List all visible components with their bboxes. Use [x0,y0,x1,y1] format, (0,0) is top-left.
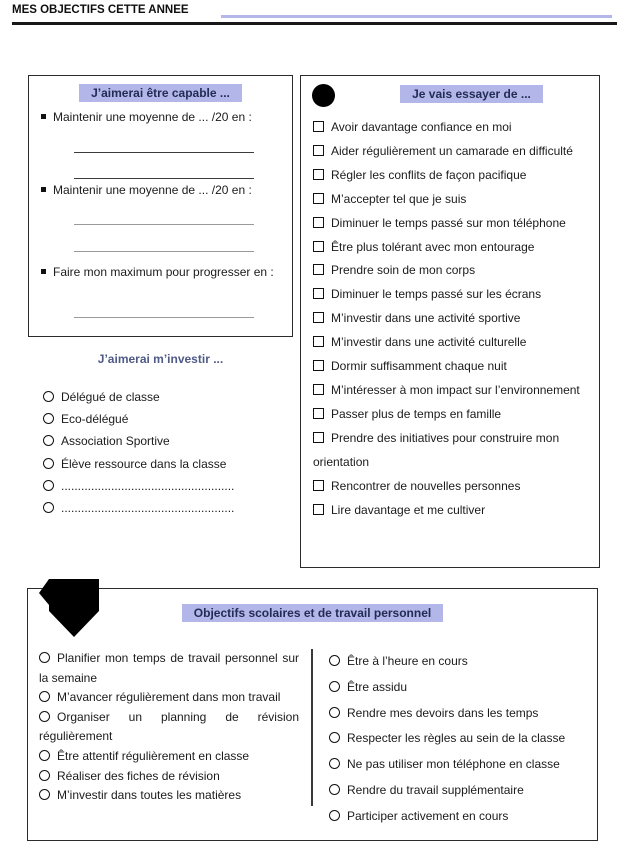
checkbox-item [313,475,583,499]
radio-circle-icon[interactable] [39,711,50,722]
write-line[interactable] [74,251,254,252]
capable-item [41,265,286,279]
invest-section-title: J’aimerai m’investir ... [97,352,224,366]
radio-item-label: .................................................... [61,501,235,516]
checkbox-icon[interactable] [313,193,324,204]
checkbox-item [313,259,583,283]
radio-circle-icon[interactable] [39,750,50,761]
radio-item [43,408,293,430]
checkbox-item-label: Dormir suffisamment chaque nuit [331,359,507,374]
radio-circle-icon[interactable] [329,732,340,743]
radio-circle-icon[interactable] [329,758,340,769]
invest-list [43,386,293,519]
header-rule [12,22,617,25]
radio-item [39,747,299,767]
checkbox-item [313,499,583,523]
radio-circle-icon[interactable] [43,413,54,424]
checkbox-icon[interactable] [313,336,324,347]
checkbox-item [313,236,583,260]
invest-section [28,348,293,526]
radio-item-label: .................................................... [61,478,235,493]
radio-item-label: Ne pas utiliser mon téléphone en classe [347,757,560,772]
capable-item [41,110,286,124]
page-title: MES OBJECTIFS CETTE ANNEE [12,4,189,16]
radio-item [329,726,595,752]
radio-item-label: Être assidu [347,679,408,694]
write-line[interactable] [74,224,254,225]
square-bullet-icon [41,114,46,119]
checkbox-item-label: Prendre des initiatives pour construire mon orientation [313,430,560,469]
radio-circle-icon[interactable] [39,789,50,800]
checkbox-item [313,355,583,379]
radio-circle-icon[interactable] [43,480,54,491]
checkbox-icon[interactable] [313,288,324,299]
checkbox-item-label: Avoir davantage confiance en moi [331,120,512,134]
radio-circle-icon[interactable] [39,652,50,663]
checkbox-item [313,331,583,355]
checkbox-icon[interactable] [313,217,324,228]
radio-item [39,767,299,787]
checkbox-item [313,140,583,164]
radio-item-label: Rendre mes devoirs dans les temps [347,705,539,720]
checkbox-icon[interactable] [313,384,324,395]
radio-item-label: Délégué de classe [61,390,160,404]
checkbox-icon[interactable] [313,360,324,371]
scolaires-right-column [329,649,595,830]
radio-item [43,475,293,497]
checkbox-icon[interactable] [313,312,324,323]
radio-item [329,752,595,778]
write-line[interactable] [74,178,254,179]
radio-circle-icon[interactable] [43,391,54,402]
checkbox-item [313,427,583,475]
checkbox-item-label: Aider régulièrement un camarade en difficulté [331,143,573,158]
radio-item [329,778,595,804]
essayer-box-title-row [356,85,587,103]
scolaires-box-title-row [28,604,597,622]
radio-item-label: Élève ressource dans la classe [61,456,227,471]
checkbox-item-label: Passer plus de temps en famille [331,406,502,421]
checkbox-item-label: Diminuer le temps passé sur mon téléphone [331,215,566,230]
radio-circle-icon[interactable] [329,810,340,821]
checkbox-icon[interactable] [313,264,324,275]
radio-circle-icon[interactable] [39,770,50,781]
radio-item [39,688,299,708]
column-divider [311,649,313,806]
checkbox-item-label: Prendre soin de mon corps [331,263,476,278]
header-accent-line [221,15,612,18]
checkbox-item-label: Rencontrer de nouvelles personnes [331,478,521,493]
checkbox-item-label: Diminuer le temps passé sur les écrans [331,287,542,302]
checkbox-item [313,188,583,212]
radio-circle-icon[interactable] [43,458,54,469]
radio-circle-icon[interactable] [329,784,340,795]
radio-item-label: Réaliser des fiches de révision [57,768,220,783]
scolaires-box [27,588,598,841]
radio-circle-icon[interactable] [329,681,340,692]
square-bullet-icon [41,187,46,192]
essayer-box-title: Je vais essayer de ... [400,85,543,103]
essayer-checklist [301,116,599,522]
radio-item [329,675,595,701]
capable-box-title: J’aimerai être capable ... [79,84,242,102]
capable-box [28,75,293,337]
capable-box-title-row [29,84,292,102]
radio-item-label: Eco-délégué [61,412,129,427]
checkbox-icon[interactable] [313,408,324,419]
write-line[interactable] [74,317,254,318]
write-line[interactable] [74,152,254,153]
checkbox-icon[interactable] [313,169,324,180]
capable-item-label: Maintenir une moyenne de ... /20 en : [53,110,252,124]
radio-item-label: M’investir dans toutes les matières [57,788,242,803]
capable-item-label: Maintenir une moyenne de ... /20 en : [53,183,252,197]
radio-item-label: Planifier mon temps de travail personnel sur la semaine [39,651,299,685]
checkbox-item-label: M’investir dans une activité culturelle [331,335,527,350]
radio-circle-icon[interactable] [329,707,340,718]
radio-item [43,497,293,519]
radio-item [43,430,293,452]
capable-item [41,183,286,197]
checkbox-item-label: M’accepter tel que je suis [331,191,467,206]
checkbox-icon[interactable] [313,241,324,252]
checkbox-item [313,403,583,427]
checkbox-icon[interactable] [313,121,324,132]
checkbox-item-label: Lire davantage et me cultiver [331,502,486,517]
capable-item-label: Faire mon maximum pour progresser en : [53,265,274,279]
radio-item-label: Être à l’heure en cours [347,654,468,668]
radio-item [43,453,293,475]
checkbox-item [313,164,583,188]
checkbox-item [313,379,583,403]
radio-circle-icon[interactable] [43,435,54,446]
checkbox-item [313,307,583,331]
checkbox-icon[interactable] [313,145,324,156]
radio-item [329,804,595,830]
scolaires-box-title: Objectifs scolaires et de travail personnel [182,604,443,622]
radio-item [39,786,299,806]
checkbox-item-label: Régler les conflits de façon pacifique [331,167,527,182]
radio-item [39,708,299,747]
checkbox-item [313,212,583,236]
checkbox-item-label: Être plus tolérant avec mon entourage [331,239,535,254]
checkbox-icon[interactable] [313,504,324,515]
checkbox-icon[interactable] [313,480,324,491]
essayer-box [300,75,600,568]
radio-item-label: Être attentif régulièrement en classe [57,748,250,763]
radio-circle-icon[interactable] [39,691,50,702]
radio-item [329,701,595,727]
radio-item-label: Organiser un planning de révision régulièrement [39,709,299,744]
radio-item [43,386,293,408]
square-bullet-icon [41,269,46,274]
radio-item-label: Rendre du travail supplémentaire [347,782,524,797]
radio-item [329,649,595,675]
radio-item [39,649,299,688]
black-circle-icon [312,84,335,107]
checkbox-item [313,116,583,140]
radio-item-label: Participer activement en cours [347,808,509,823]
radio-item-label: M’avancer régulièrement dans mon travail [57,690,281,705]
checkbox-item-label: M’investir dans une activité sportive [331,311,521,326]
radio-item-label: Respecter les règles au sein de la classe [347,731,566,746]
scolaires-left-column [39,649,299,806]
radio-circle-icon[interactable] [43,502,54,513]
checkbox-item [313,283,583,307]
radio-item-label: Association Sportive [61,434,170,449]
checkbox-item-label: M’intéresser à mon impact sur l’environnement [331,382,580,397]
checkbox-icon[interactable] [313,432,324,443]
radio-circle-icon[interactable] [329,655,340,666]
